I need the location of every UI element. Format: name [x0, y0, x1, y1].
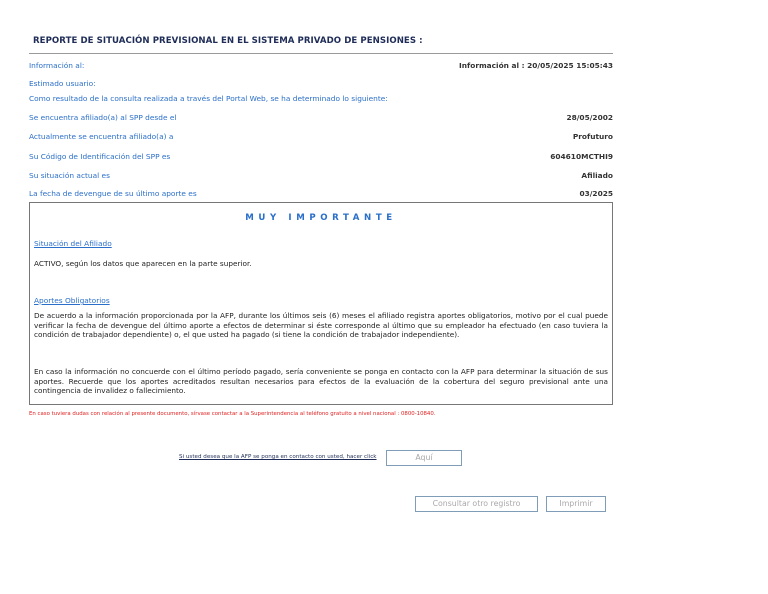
info-date-value: Información al : 20/05/2025 15:05:43 [459, 61, 613, 70]
important-title: MUY IMPORTANTE [245, 213, 397, 223]
detail-value: 604610MCTHI9 [550, 152, 613, 161]
detail-row-afiliado-desde [29, 113, 613, 127]
important-box [29, 202, 613, 405]
aqui-button[interactable]: Aquí [386, 450, 462, 466]
detail-value: 28/05/2002 [566, 113, 613, 122]
contact-warning-text: En caso tuviera dudas con relación al presente documento, sírvase contactar a la Superintendencia al teléfono gratuito a nivel nacional : 0800-10840. [29, 411, 436, 417]
greeting-row [29, 79, 613, 93]
info-date-row [29, 61, 613, 75]
imprimir-button[interactable]: Imprimir [546, 496, 606, 512]
detail-label: Se encuentra afiliado(a) al SPP desde el [29, 113, 177, 122]
detail-value: 03/2025 [579, 189, 613, 198]
aportes-paragraph-2: En caso la información no concuerde con el último período pagado, sería conveniente se ponga en contacto con la AFP para determinar la situación de sus aportes. Recuerde que los aportes acreditados resultan necesarios para efectos de la evaluación de la cobertura del seguro previsional ante una contingencia de invalidez o fallecimiento. [34, 367, 608, 396]
aportes-paragraph-1: De acuerdo a la información proporcionada por la AFP, durante los últimos seis (6) meses el afiliado registra aportes obligatorios, motivo por el cual puede verificar la fecha de devengue del último aporte a efectos de determinar si éste corresponde al último que su empleador ha efectuado (en caso tuviera la condición de trabajador dependiente) o, el que usted ha pagado (si tiene la condición de trabajador independiente). [34, 311, 608, 340]
page-title: REPORTE DE SITUACIÓN PREVISIONAL EN EL SISTEMA PRIVADO DE PENSIONES : [33, 36, 423, 46]
info-date-label: Información al: [29, 61, 85, 70]
intro-row [29, 94, 613, 108]
detail-label: Su situación actual es [29, 171, 110, 180]
greeting-text: Estimado usuario: [29, 79, 96, 88]
detail-row-afp [29, 132, 613, 146]
situacion-afiliado-text: ACTIVO, según los datos que aparecen en la parte superior. [34, 259, 252, 268]
detail-label: La fecha de devengue de su último aporte es [29, 189, 197, 198]
consultar-otro-registro-button[interactable]: Consultar otro registro [415, 496, 538, 512]
situacion-afiliado-link[interactable]: Situación del Afiliado [34, 239, 112, 248]
aportes-obligatorios-link[interactable]: Aportes Obligatorios [34, 296, 110, 305]
detail-label: Actualmente se encuentra afiliado(a) a [29, 132, 174, 141]
afp-contact-text[interactable]: Si usted desea que la AFP se ponga en contacto con usted, hacer click [179, 454, 377, 460]
title-divider [29, 53, 613, 54]
detail-value: Profuturo [572, 132, 613, 141]
detail-row-situacion [29, 171, 613, 185]
detail-label: Su Código de Identificación del SPP es [29, 152, 171, 161]
detail-row-devengue [29, 189, 613, 203]
detail-row-cuspp [29, 152, 613, 166]
detail-value: Afiliado [581, 171, 613, 180]
intro-text: Como resultado de la consulta realizada a través del Portal Web, se ha determinado lo siguiente: [29, 94, 388, 103]
